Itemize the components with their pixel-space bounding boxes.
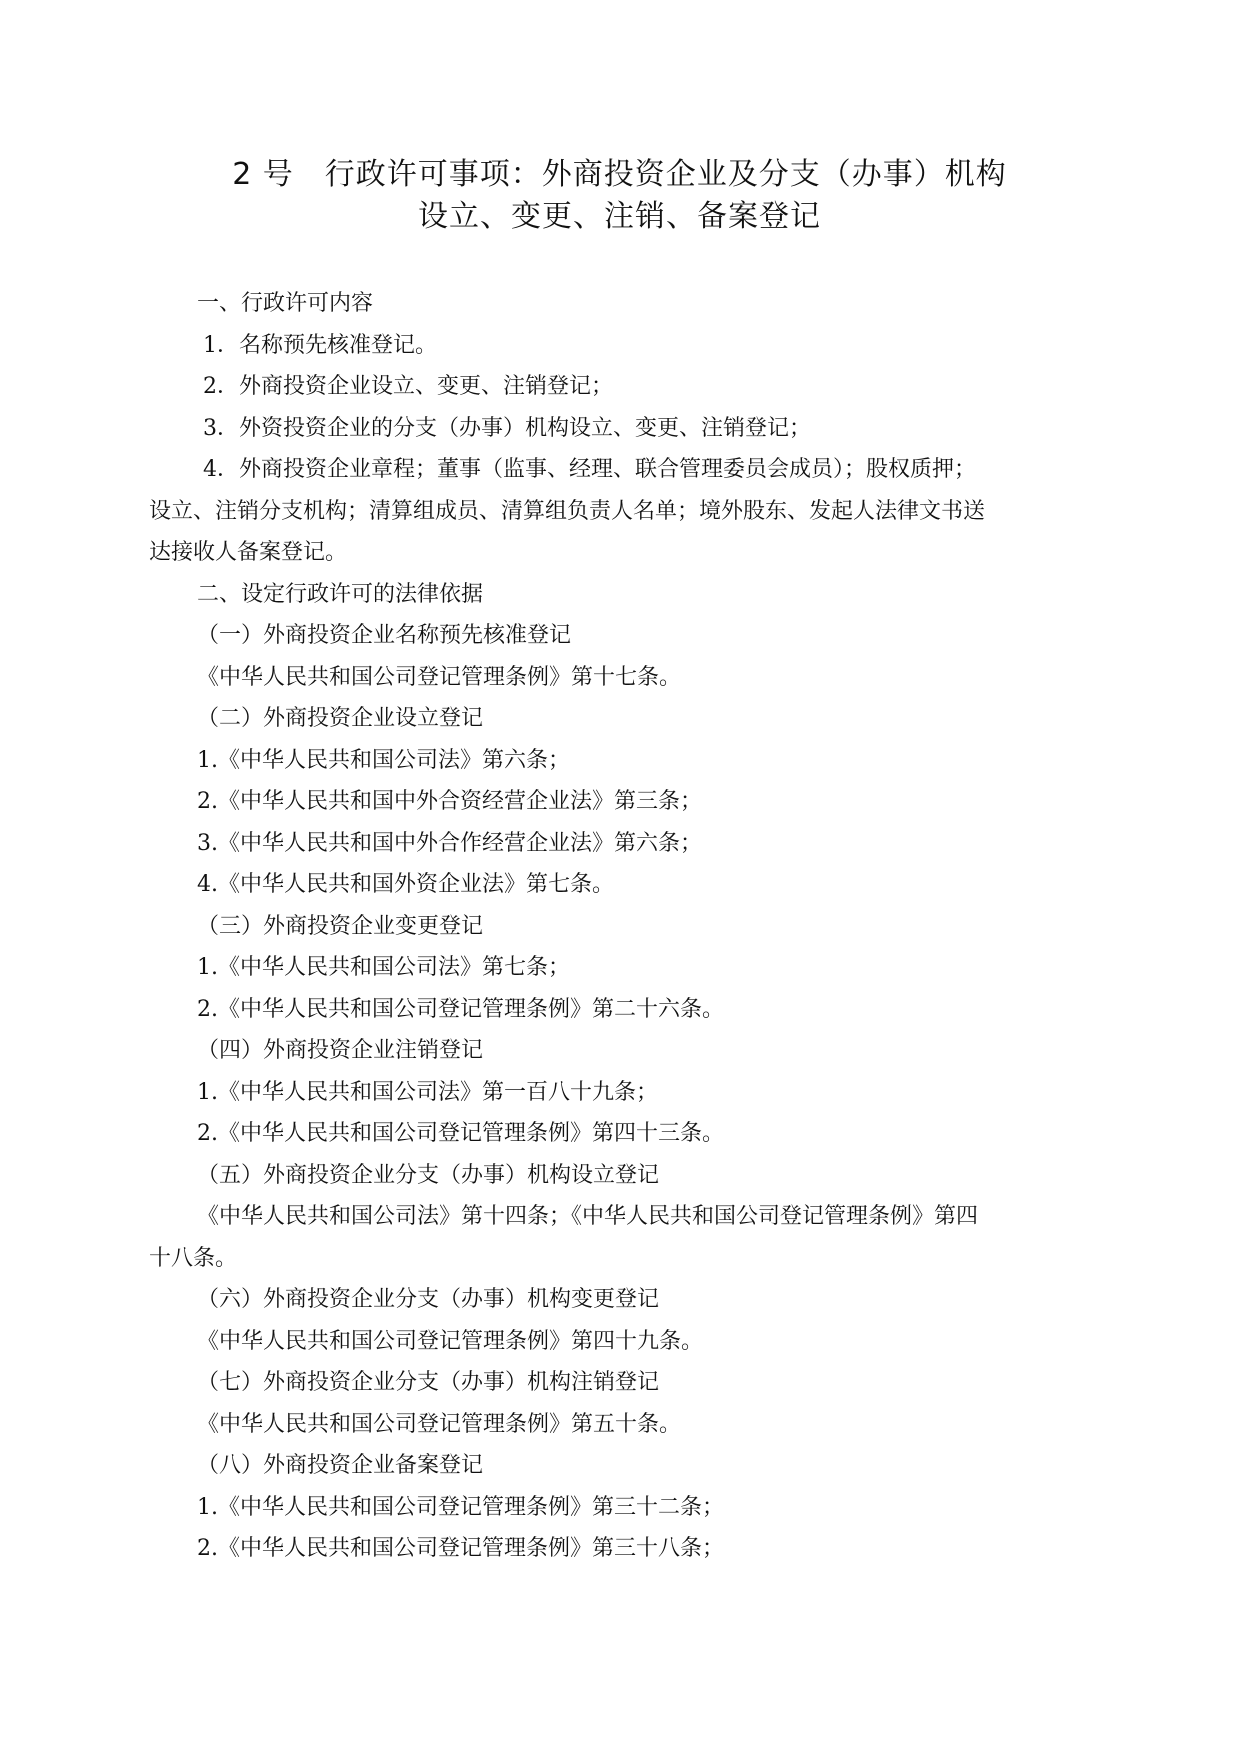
law-citation: 《中华人民共和国公司法》第十四条；《中华人民共和国公司登记管理条例》第四 bbox=[197, 1204, 979, 1229]
document-title-line-1: 2 号 行政许可事项：外商投资企业及分支（办事）机构 bbox=[232, 157, 1007, 192]
paragraph-continuation: 设立、注销分支机构；清算组成员、清算组负责人名单；境外股东、发起人法律文书送 bbox=[149, 498, 986, 524]
subsection-heading: （三）外商投资企业变更登记 bbox=[197, 913, 484, 939]
document-title-line-2: 设立、变更、注销、备案登记 bbox=[418, 199, 821, 234]
law-citation: 2.《中华人民共和国公司登记管理条例》第四十三条。 bbox=[197, 1121, 724, 1146]
law-citation: 2.《中华人民共和国公司登记管理条例》第二十六条。 bbox=[197, 996, 724, 1022]
section-heading-content: 一、行政许可内容 bbox=[197, 291, 374, 316]
list-item: 3．外资投资企业的分支（办事）机构设立、变更、注销登记； bbox=[203, 415, 811, 441]
paragraph-continuation: 十八条。 bbox=[149, 1245, 238, 1271]
subsection-heading: （五）外商投资企业分支（办事）机构设立登记 bbox=[197, 1162, 660, 1188]
law-citation: 《中华人民共和国公司登记管理条例》第五十条。 bbox=[197, 1411, 682, 1437]
subsection-heading: （六）外商投资企业分支（办事）机构变更登记 bbox=[197, 1287, 660, 1312]
paragraph-continuation: 达接收人备案登记。 bbox=[149, 540, 348, 565]
list-item: 4．外商投资企业章程；董事（监事、经理、联合管理委员会成员）；股权质押； bbox=[203, 457, 976, 482]
law-citation: 1.《中华人民共和国公司法》第六条； bbox=[197, 747, 570, 773]
law-citation: 3.《中华人民共和国中外合作经营企业法》第六条； bbox=[197, 830, 702, 856]
subsection-heading: （七）外商投资企业分支（办事）机构注销登记 bbox=[197, 1370, 660, 1395]
law-citation: 《中华人民共和国公司登记管理条例》第十七条。 bbox=[197, 664, 682, 690]
law-citation: 2.《中华人民共和国公司登记管理条例》第三十八条； bbox=[197, 1536, 724, 1561]
subsection-heading: （八）外商投资企业备案登记 bbox=[197, 1453, 484, 1478]
list-item: 1．名称预先核准登记。 bbox=[203, 332, 437, 358]
subsection-heading: （四）外商投资企业注销登记 bbox=[197, 1038, 484, 1063]
law-citation: 4.《中华人民共和国外资企业法》第七条。 bbox=[197, 872, 614, 897]
law-citation: 1.《中华人民共和国公司法》第一百八十九条； bbox=[197, 1079, 658, 1105]
law-citation: 《中华人民共和国公司登记管理条例》第四十九条。 bbox=[197, 1328, 704, 1354]
subsection-heading: （一）外商投资企业名称预先核准登记 bbox=[197, 623, 572, 648]
subsection-heading: （二）外商投资企业设立登记 bbox=[197, 706, 484, 731]
section-heading-legal-basis: 二、设定行政许可的法律依据 bbox=[197, 581, 484, 607]
document-body bbox=[149, 283, 1099, 1570]
law-citation: 1.《中华人民共和国公司登记管理条例》第三十二条； bbox=[197, 1494, 724, 1520]
law-citation: 2.《中华人民共和国中外合资经营企业法》第三条； bbox=[197, 789, 702, 814]
list-item: 2．外商投资企业设立、变更、注销登记； bbox=[203, 374, 613, 399]
law-citation: 1.《中华人民共和国公司法》第七条； bbox=[197, 955, 570, 980]
